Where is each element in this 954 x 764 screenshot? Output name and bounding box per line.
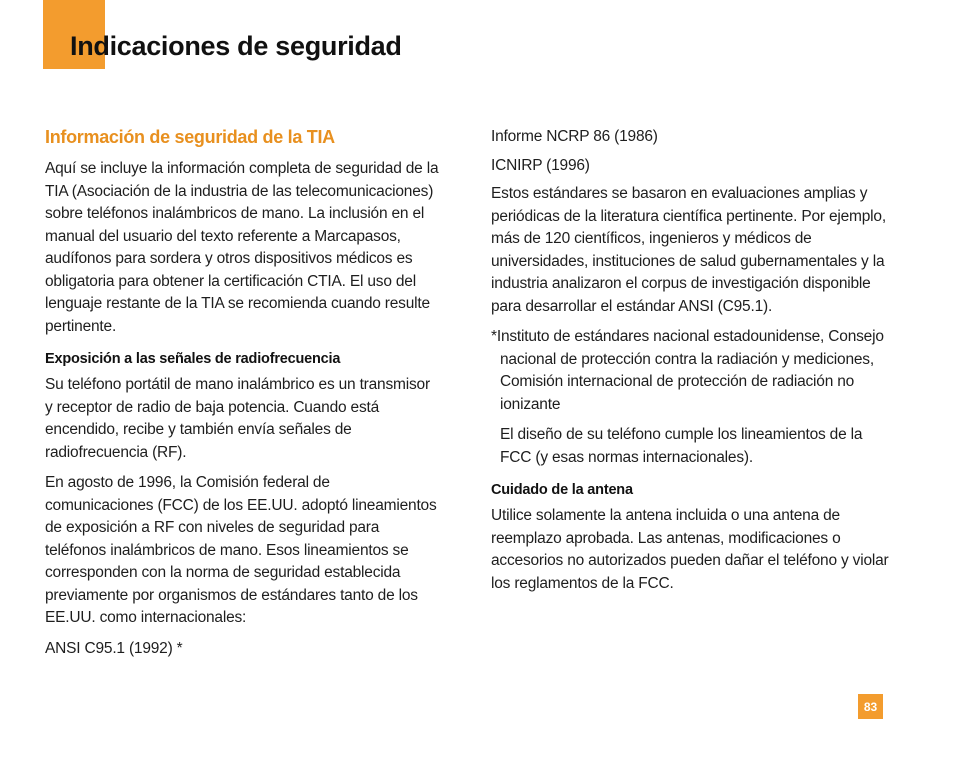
institutes-footnote: *Instituto de estándares nacional estadounidense, Consejo nacional de protección contra la radiación y mediciones, Comisión internacional de protección de radiación no ionizante — [491, 328, 884, 413]
rf-paragraph-1: Su teléfono portátil de mano inalámbrico es un transmisor y receptor de radio de baja potencia. Cuando está encendido, recibe y también envía señales de radiofrecuencia (RF). — [45, 376, 430, 461]
fcc-compliance-paragraph: El diseño de su teléfono cumple los lineamientos de la FCC (y esas normas internacionales). — [500, 426, 863, 466]
page-title: Indicaciones de seguridad — [70, 31, 402, 61]
antenna-care-subheading: Cuidado de la antena — [491, 482, 633, 498]
rf-exposure-subheading: Exposición a las señales de radiofrecuencia — [45, 351, 341, 367]
standards-paragraph: Estos estándares se basaron en evaluaciones amplias y periódicas de la literatura científica pertinente. Por ejemplo, más de 120 científicos, ingenieros y médicos de universidades, instituciones de salud gubernamentales y la industria analizaron el corpus de investigación disponible para desarrollar el estándar ANSI (C95.1). — [491, 185, 886, 315]
ansi-standard: ANSI C95.1 (1992) * — [45, 639, 183, 657]
section-title: Información de seguridad de la TIA — [45, 127, 335, 147]
intro-paragraph: Aquí se incluye la información completa de seguridad de la TIA (Asociación de la industria de las telecomunicaciones) sobre teléfonos inalámbricos de mano. La inclusión en el manual del usuario del texto referente a Marcapasos, audífonos para sordera y otros dispositivos médicos es obligatoria para obtener la certificación CTIA. El uso del lenguaje restante de la TIA se recomienda cuando resulte pertinente. — [45, 160, 439, 335]
ncrp-standard: Informe NCRP 86 (1986) — [491, 128, 658, 145]
rf-paragraph-2: En agosto de 1996, la Comisión federal de comunicaciones (FCC) de los EE.UU. adoptó lineamientos de exposición a RF con niveles de seguridad para teléfonos inalámbricos de mano. Esos lineamientos se corresponden con la norma de seguridad establecida previamente por organismos de estándares tanto de los EE.UU. como internacionales: — [45, 474, 437, 626]
right-column — [491, 126, 891, 603]
page-number-badge: 83 — [858, 694, 883, 719]
antenna-paragraph: Utilice solamente la antena incluida o una antena de reemplazo aprobada. Las antenas, modificaciones o accesorios no autorizados pueden dañar el teléfono y violar los reglamentos de la FCC. — [491, 507, 889, 592]
icnirp-standard: ICNIRP (1996) — [491, 156, 590, 174]
left-column — [45, 126, 441, 668]
